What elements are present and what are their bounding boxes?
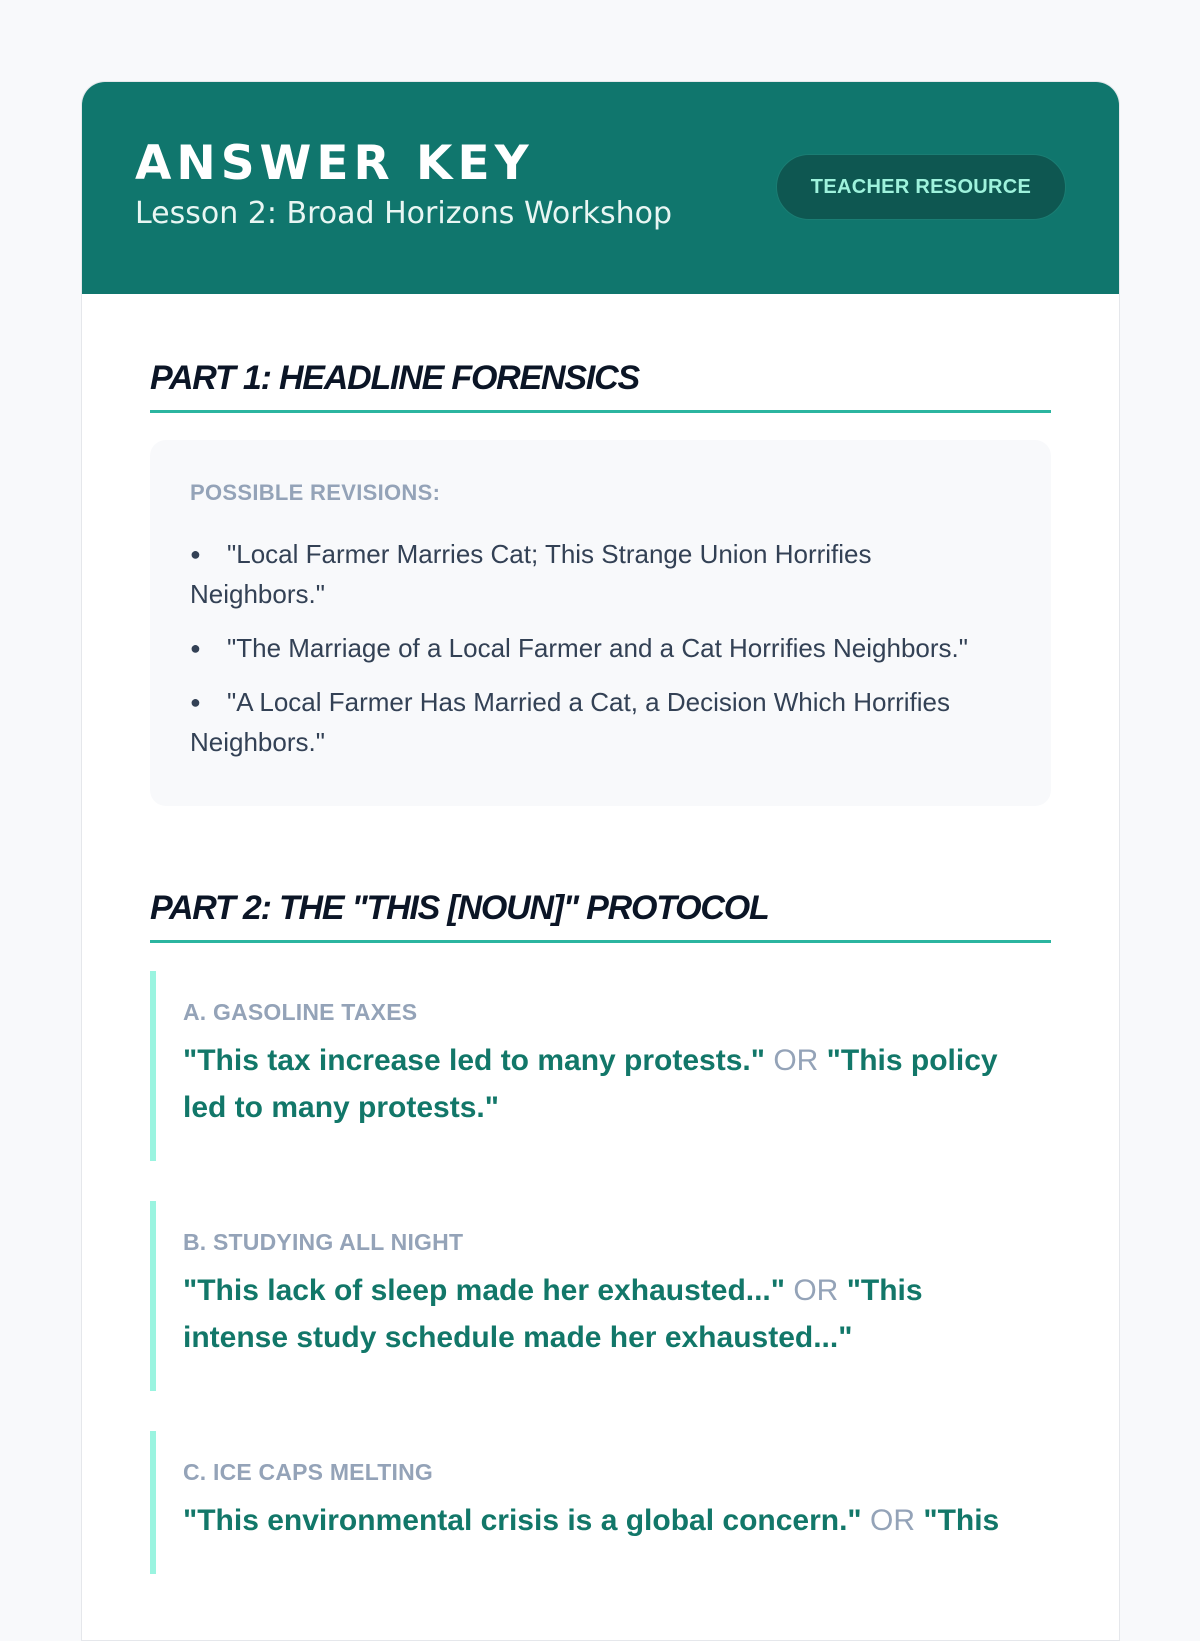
revision-item — [190, 534, 1011, 614]
bullet-icon: ● — [190, 638, 201, 658]
revision-item — [190, 682, 1011, 762]
answer-block-a — [150, 971, 1051, 1161]
answer-option: "This environmental crisis is a global concern." — [183, 1504, 862, 1537]
answer-key-sheet — [81, 81, 1120, 1641]
or-separator: OR — [870, 1504, 915, 1537]
revisions-box — [150, 440, 1051, 806]
revision-text: "The Marriage of a Local Farmer and a Cat Horrifies Neighbors." — [227, 633, 968, 663]
answer-option: "This policy led to many protests." — [183, 1044, 998, 1124]
answer-text — [183, 1037, 1031, 1131]
or-separator: OR — [793, 1274, 839, 1307]
answer-option: "This — [923, 1504, 1000, 1537]
main-content — [82, 358, 1119, 1574]
answer-option: "This intense study schedule made her exhausted..." — [183, 1274, 923, 1354]
revision-text: "Local Farmer Marries Cat; This Strange Union Horrifies Neighbors." — [190, 539, 872, 609]
answer-label: B. STUDYING ALL NIGHT — [183, 1229, 464, 1255]
answer-text — [183, 1267, 1031, 1361]
lesson-subtitle: Lesson 2: Broad Horizons Workshop — [135, 196, 672, 231]
teacher-resource-badge: TEACHER RESOURCE — [776, 154, 1066, 220]
revision-text: "A Local Farmer Has Married a Cat, a Decision Which Horrifies Neighbors." — [190, 687, 951, 757]
answer-option: "This lack of sleep made her exhausted..." — [183, 1274, 785, 1307]
answer-option: "This tax increase led to many protests." — [183, 1044, 765, 1077]
answer-label: C. ICE CAPS MELTING — [183, 1459, 433, 1485]
part2-title: PART 2: THE "THIS [NOUN]" PROTOCOL — [150, 888, 1051, 943]
answer-label: A. GASOLINE TAXES — [183, 999, 418, 1025]
page-title: ANSWER KEY — [135, 136, 534, 191]
revision-item — [190, 628, 1011, 668]
part1-title: PART 1: HEADLINE FORENSICS — [150, 358, 1051, 413]
answer-block-c — [150, 1431, 1051, 1574]
bullet-icon: ● — [190, 692, 201, 712]
answer-text — [183, 1497, 1031, 1544]
bullet-icon: ● — [190, 544, 201, 564]
revisions-label: POSSIBLE REVISIONS: — [190, 480, 441, 505]
answer-block-b — [150, 1201, 1051, 1391]
revisions-list — [190, 534, 1011, 762]
or-separator: OR — [773, 1044, 819, 1077]
header-banner — [82, 82, 1119, 294]
